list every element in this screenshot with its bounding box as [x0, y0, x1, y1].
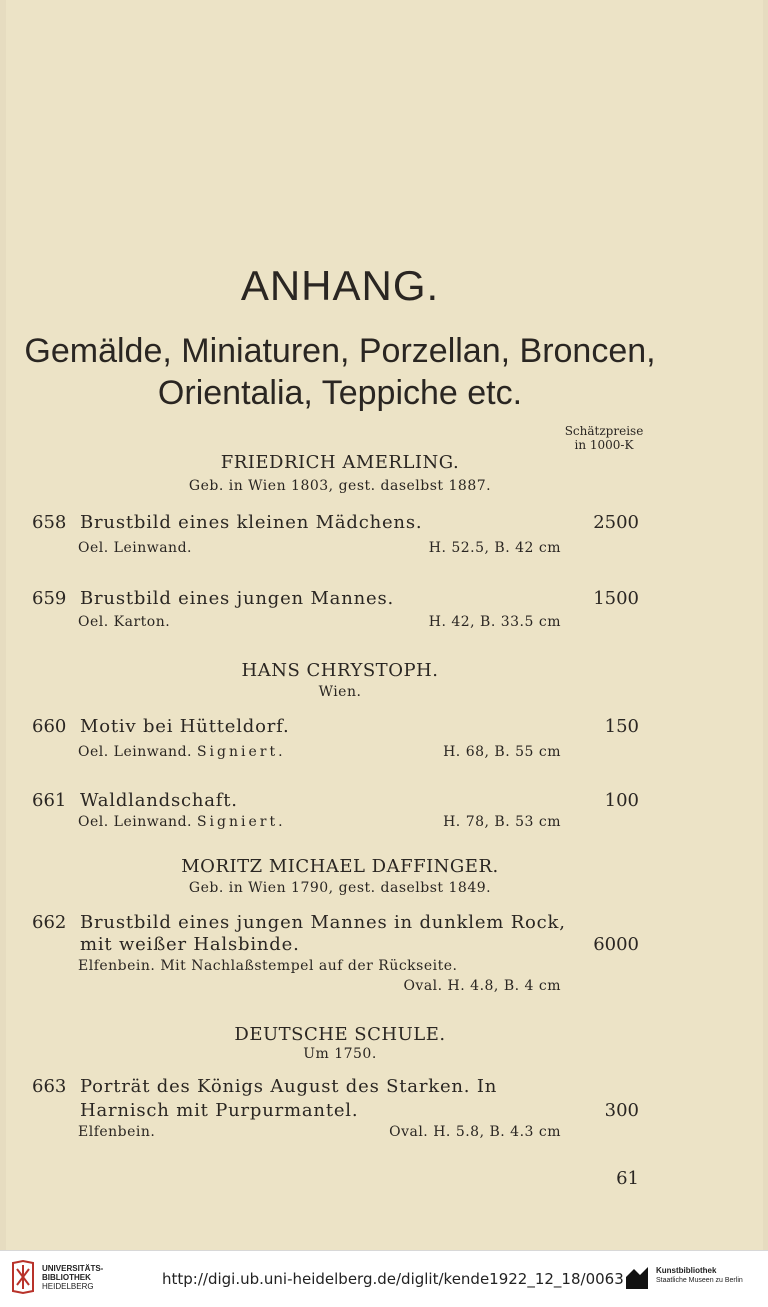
estimate-header-line2: in 1000-K — [574, 438, 634, 452]
lot-dimensions: H. 68, B. 55 cm — [443, 744, 561, 760]
heidelberg-library-logo-text — [42, 1264, 103, 1291]
logo-text-line2: BIBLIOTHEK — [42, 1272, 91, 1282]
lot-title-line1: Brustbild eines jungen Mannes in dunklem Rock, — [80, 912, 566, 933]
logo-text-line3: HEIDELBERG — [42, 1281, 94, 1291]
catalog-page — [6, 0, 763, 1250]
lot-number: 661 — [32, 790, 67, 811]
berlin-kunstbibliothek-logo-text — [656, 1266, 743, 1286]
artist-heading: HANS CHRYSTOPH. — [241, 660, 439, 681]
artist-info: Geb. in Wien 1790, gest. daselbst 1849. — [188, 880, 492, 896]
lot-title: Brustbild eines kleinen Mädchens. — [80, 512, 423, 533]
lot-price: 1500 — [593, 588, 639, 609]
lot-price: 300 — [604, 1100, 639, 1121]
artist-heading: FRIEDRICH AMERLING. — [220, 452, 460, 473]
page-subtitle-line2: Orientalia, Teppiche etc. — [157, 374, 523, 412]
lot-dimensions: H. 52.5, B. 42 cm — [428, 540, 561, 556]
estimate-header-line1: Schätzpreise — [564, 424, 644, 438]
page-title: ANHANG. — [240, 262, 440, 309]
lot-number: 658 — [32, 512, 67, 533]
lot-title-line2: mit weißer Halsbinde. — [80, 934, 300, 955]
lot-medium: Oel. Karton. — [78, 614, 171, 630]
viewer-footer — [0, 1250, 768, 1307]
lot-title: Brustbild eines jungen Mannes. — [80, 588, 395, 609]
lot-price: 2500 — [593, 512, 639, 533]
berlin-kunstbibliothek-logo[interactable] — [624, 1261, 743, 1291]
lot-medium-text: Oel. Leinwand. — [78, 814, 192, 830]
signed-note: Signiert. — [196, 814, 286, 830]
logo-text-line1: UNIVERSITÄTS- — [42, 1263, 104, 1273]
lot-number: 659 — [32, 588, 67, 609]
lot-medium: Elfenbein. — [78, 1124, 156, 1140]
lot-title-line2: Harnisch mit Purpurmantel. — [80, 1100, 359, 1121]
lot-price: 100 — [604, 790, 639, 811]
permalink-url[interactable]: http://digi.ub.uni-heidelberg.de/diglit/kende1922_12_18/0063 — [162, 1270, 624, 1288]
estimate-column-header — [554, 424, 654, 452]
lot-number: 662 — [32, 912, 67, 933]
lot-dimensions: H. 42, B. 33.5 cm — [428, 614, 561, 630]
lot-title-line1: Porträt des Königs August des Starken. In — [80, 1076, 498, 1097]
artist-info: Geb. in Wien 1803, gest. daselbst 1887. — [188, 478, 492, 494]
lot-dimensions: H. 78, B. 53 cm — [443, 814, 561, 830]
page-number: 61 — [616, 1168, 639, 1189]
lot-number: 660 — [32, 716, 67, 737]
logo-text-line1: Kunstbibliothek — [656, 1266, 717, 1275]
lot-title: Motiv bei Hütteldorf. — [80, 716, 290, 737]
lot-medium-text: Oel. Leinwand. — [78, 744, 192, 760]
artist-info: Wien. — [318, 684, 362, 700]
lot-price: 150 — [604, 716, 639, 737]
artist-info: Um 1750. — [303, 1046, 377, 1062]
lot-price: 6000 — [593, 934, 639, 955]
heidelberg-library-logo-icon — [10, 1259, 36, 1295]
signed-note: Signiert. — [196, 744, 286, 760]
heidelberg-library-logo[interactable] — [10, 1259, 103, 1295]
lot-medium: Oel. Leinwand. — [78, 540, 192, 556]
berlin-kunstbibliothek-logo-icon — [624, 1261, 650, 1291]
lot-medium — [78, 814, 286, 830]
lot-medium: Elfenbein. Mit Nachlaßstempel auf der Rückseite. — [78, 958, 458, 974]
lot-title: Waldlandschaft. — [80, 790, 238, 811]
lot-medium — [78, 744, 286, 760]
logo-text-line2: Staatliche Museen zu Berlin — [656, 1277, 743, 1284]
artist-heading: DEUTSCHE SCHULE. — [234, 1024, 446, 1045]
lot-number: 663 — [32, 1076, 67, 1097]
page-subtitle-line1: Gemälde, Miniaturen, Porzellan, Broncen, — [24, 332, 656, 370]
artist-heading: MORITZ MICHAEL DAFFINGER. — [181, 856, 499, 877]
lot-dimensions: Oval. H. 5.8, B. 4.3 cm — [389, 1124, 561, 1140]
lot-dimensions: Oval. H. 4.8, B. 4 cm — [403, 978, 561, 994]
